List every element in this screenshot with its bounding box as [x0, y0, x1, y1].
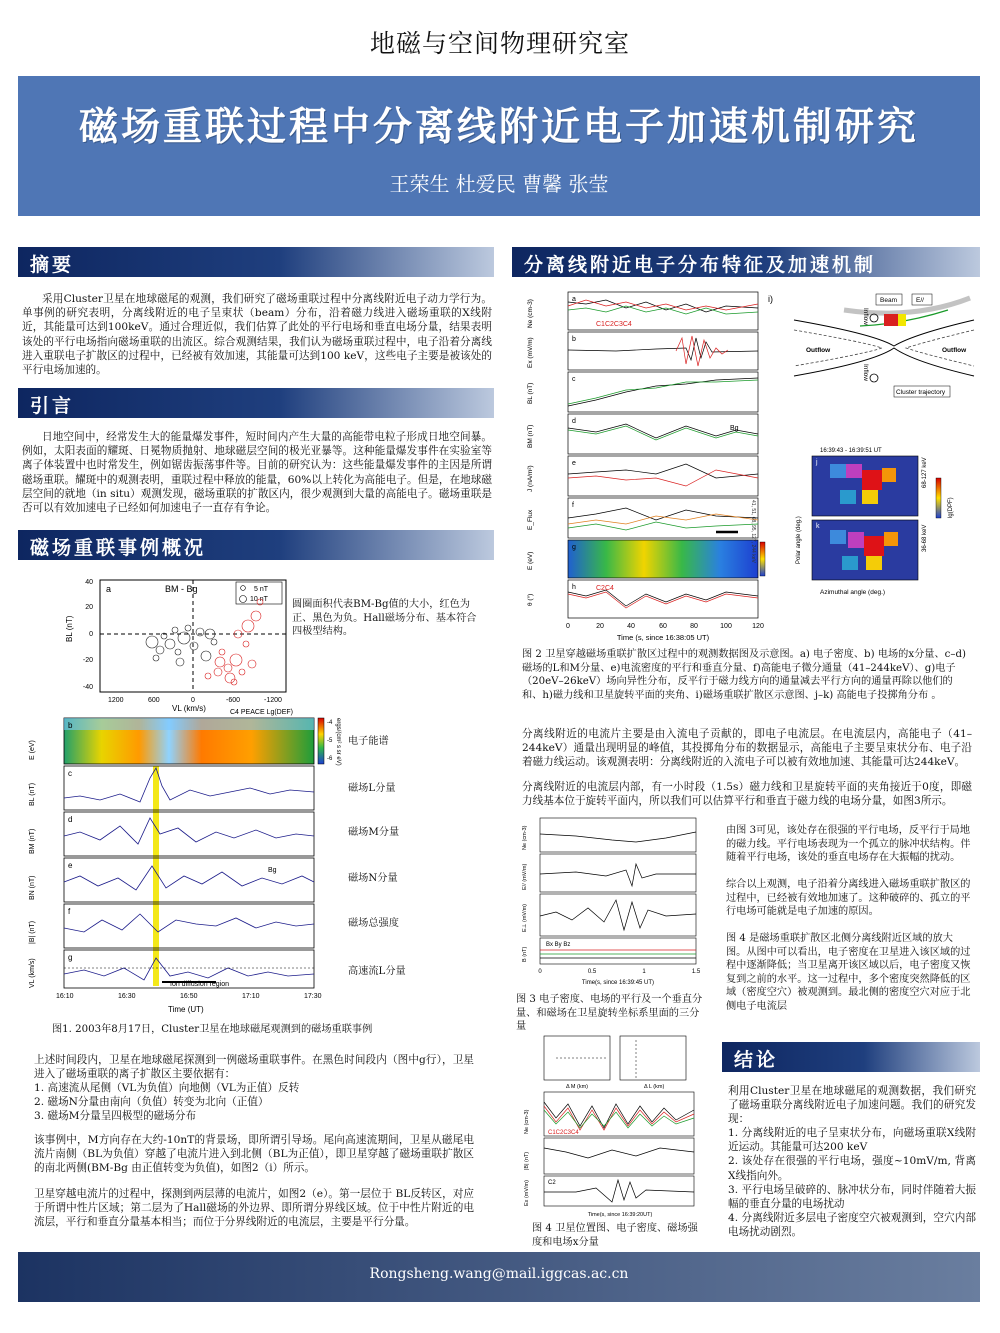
tick-label: 20: [596, 623, 604, 630]
tick-label: -40: [82, 684, 93, 691]
panel-letter: g: [572, 544, 576, 551]
right-para3: 图 4 是磁场重联扩散区北侧分离线附近区域的放大图。从图中可以看出，电子密度在卫星进入该区域的过程中逐渐降低；当卫星离开该区域以后，电子密度又恢复到之前的水平。这一过程中，多个密度突然降低的区域（密度空穴）被观测到。最北侧的密度空穴对应于北侧电子电流层: [726, 933, 971, 1012]
panel-letter: a: [572, 296, 576, 303]
lab-name: 地磁与空间物理研究室: [369, 29, 630, 58]
section-title: 摘要: [30, 254, 75, 276]
tick-label: -1200: [264, 697, 282, 704]
axis-label: BN (nT): [29, 875, 36, 900]
cbar-tick: -5: [327, 738, 333, 744]
legend-entry: 10 nT: [250, 596, 268, 603]
intro-text: 日地空间中，经常发生大的能量爆发事件，短时间内产生大量的高能带电粒子形成日地空间暴。例如，太阳表面的耀斑、日冕物质抛射、地球磁层空间的极光亚暴等。这种能量爆发事件在实验室等离子体装置中也时常发生，例如锯齿振荡事件等。目前的研究认为：这些能量爆发事件的主因是所谓磁场重联。耀斑中的观测表明，重联过程中释放的能量，60%以上转化为高能电子。但是，在地球磁层空间的就地（in situ）观测发现，磁场重联的扩散区内，很少观测到大量的高能电子。磁场重联是否可以有效加速电子已经如何加速电子一直存有争论。: [22, 431, 492, 515]
tick-label: 40: [627, 623, 635, 630]
tick-label: 120: [752, 623, 764, 630]
tick-label: 0.5: [587, 969, 597, 975]
tick-label: 0: [89, 631, 93, 638]
right-para2: 综合以上观测，电子沿着分离线进入磁场重联扩散区的过程中，已经被有效地加速了。这种破碎的、孤立的平行电场可能就是电子加速的原因。: [726, 879, 971, 918]
overview-para2: 该事例中，M方向存在大约-10nT的背景场，即所谓引导场。尾向高速流期间，卫星从磁尾电流片南侧（BL为负值）穿越了电流片进入到北侧（BL为正值），即卫星穿越了磁场重联扩散区的南北两侧(BM-Bg 由正值转变为负值)，如图2（i）所示。: [34, 1134, 474, 1175]
panel-note: Bg: [730, 425, 739, 432]
fig2-diagram: [764, 290, 978, 402]
axis-label: E// (mV/m): [522, 863, 528, 890]
panel-letter: e: [68, 861, 73, 870]
axis-label: Polar angle (deg.): [796, 516, 802, 564]
axis-label: |B| (nT): [29, 920, 36, 944]
diagram-label: Beam: [880, 297, 897, 304]
scatter-title: BM - Bg: [165, 584, 198, 594]
overview-list-item: 3. 磁场M分量呈四极型的磁场分布: [34, 1110, 197, 1123]
fig2-pitch-angle: [790, 444, 980, 600]
pad-energy: 36-68 keV: [922, 524, 928, 552]
panel-letter: j: [816, 459, 818, 466]
right-para1: 由图 3可见，该处存在很强的平行电场，反平行于局地的磁力线。平行电场表现为一个孤立的脉冲状结构。伴随着平行电场，该处的垂直电场存在大振幅的扰动。: [726, 825, 971, 864]
conclusion-item: 2. 该处存在很强的平行电场，强度~10mV/m, 背离X线指向外。: [728, 1155, 976, 1182]
panel-letter: c: [572, 376, 576, 383]
poster-title: 磁场重联过程中分离线附近电子加速机制研究: [78, 104, 919, 150]
fig1-caption: 图1. 2003年8月17日，Cluster卫星在地球磁尾观测到的磁场重联事例: [52, 1024, 373, 1035]
section-header-abstract: [18, 247, 494, 277]
tick-label: 16:50: [180, 993, 198, 1000]
axis-label: Time(s, since 16:39:45 UT): [581, 980, 655, 986]
axis-label: θ (°): [527, 593, 534, 606]
fig2-caption: 图 2 卫星穿越磁场重联扩散区过程中的观测数据图及示意图。a) 电子密度、b) 电场的x分量、c–d)磁场的L和M分量、e)电流密度的平行和垂直分量、f)高能电子微分通量（41–244keV）、g)电子（20eV–26keV）场向异性分布，反平行于磁力线方向的通量减去平行方向的通量再除以他们的和、h)磁力线和卫星旋转平面的夹角、i)磁场重联扩散区示意图、j–k) 高能电子投掷角分布 。: [522, 649, 966, 701]
section-title: 结论: [734, 1049, 779, 1071]
tick-label: 80: [690, 623, 698, 630]
axis-label: E (eV): [29, 740, 36, 760]
axis-label: E⊥ (mV/m): [522, 903, 528, 932]
tick-label: 60: [659, 623, 667, 630]
panel-letter: f: [68, 907, 71, 916]
diagram-label: Inflow: [862, 308, 869, 325]
axis-label: |B| (nT): [524, 1151, 530, 1170]
cbar-label: ergs/(cm² s sr eV): [335, 718, 341, 766]
footer-bar: [18, 1252, 980, 1302]
diagram-label: Inflow: [862, 364, 869, 381]
axis-label: Δ M (km): [566, 1084, 589, 1090]
axis-label: Azimuthal angle (deg.): [820, 589, 886, 596]
axis-label: B (nT): [522, 946, 528, 962]
tick-label: 1.5: [691, 969, 701, 975]
fig1-label-b: 磁场总强度: [348, 918, 399, 929]
axis-label: Time (s, since 16:38:05 UT): [616, 633, 710, 642]
panel-letter: e: [572, 460, 576, 467]
axis-label: Ne (cm-3): [527, 299, 534, 328]
diagram-label: Outflow: [806, 347, 831, 354]
fig4-chart: [516, 1032, 704, 1222]
section-header-overview: [18, 530, 494, 560]
contact-email: Rongsheng.wang@mail.iggcas.ac.cn: [369, 1266, 629, 1282]
panel-letter: b: [68, 721, 73, 730]
distribution-para2: 分离线附近的电流层内部，有一小时段（1.5s）磁力线和卫星旋转平面的夹角接近于0度，即磁力线基本位于旋转平面内，所以我们可以估算平行和垂直于磁力线的电场分量，如图3所示。: [522, 781, 972, 808]
abstract-text: 采用Cluster卫星在地球磁尾的观测，我们研究了磁场重联过程中分离线附近电子动力学行为。单事例的研究表明，分离线附近的电子呈束状（beam）分布，沿着磁力线进入磁场重联的X线附近，其能量可达到100keV。通过合理近似，我们估算了此处的平行电场和垂直电场分量，结果表明该处的平行电场指向磁场重联的出流区。综合观测结果，我们认为磁场重联过程中，电子沿着分离线进入重联电子扩散区的过程中，已经被有效加速，其能量可达到100 keV，这些电子主要是被该处的平行电场加速的。: [22, 293, 492, 377]
pad-time: 16:39:43 - 16:39:51 UT: [820, 448, 882, 454]
panel-note: Ion diffusion region: [170, 981, 230, 988]
section-header-conclusion: [722, 1042, 980, 1072]
panel-letter: b: [572, 336, 576, 343]
axis-label: BM (nT): [527, 424, 534, 448]
panel-letter: c: [68, 769, 72, 778]
authors: 王荣生 杜爱民 曹馨 张莹: [389, 172, 609, 196]
tick-label: 100: [720, 623, 732, 630]
diagram-label: E//: [916, 297, 924, 304]
axis-label: E_Flux: [527, 509, 534, 530]
fig1-label-bn: 磁场N分量: [348, 873, 398, 884]
axis-label: Ex (mV/m): [524, 1180, 530, 1206]
fig1-label-vl: 高速流L分量: [348, 966, 406, 977]
pad-cbar-label: lg(DPF): [948, 497, 954, 518]
tick-label: 0: [191, 697, 195, 704]
overview-list-item: 1. 高速流从尾侧（VL为负值）向地侧（VL为正值）反转: [34, 1082, 300, 1094]
overview-list-item: 2. 磁场N分量由南向（负值）转变为北向（正值）: [34, 1096, 269, 1109]
panel-note: C2C4: [596, 585, 614, 592]
tick-label: 1: [642, 969, 646, 975]
fig1-label-bl: 磁场L分量: [348, 783, 396, 794]
fig1-timeseries: [20, 706, 340, 1018]
fig1-label-bm: 磁场M分量: [348, 827, 400, 838]
fig1-header: C4 PEACE Lg(DEF): [230, 709, 294, 716]
axis-label: BL (nT): [65, 615, 74, 642]
conclusion-item: 1. 分离线附近的电子呈束状分布，向磁场重联X线附近运动。其能量可达200 keV: [728, 1127, 976, 1154]
section-title: 分离线附近电子分布特征及加速机制: [524, 254, 877, 276]
fig4-c2: C2: [548, 1180, 556, 1186]
axis-label: VL (km/s): [172, 704, 206, 713]
tick-label: 0: [538, 969, 542, 975]
conclusion-item: 4. 分离线附近多层电子密度空穴被观测到，空穴内部电场扰动剧烈。: [728, 1212, 976, 1239]
axis-label: Ne (cm-3): [524, 1109, 530, 1134]
axis-label: BL (nT): [527, 382, 534, 404]
axis-label: Time (UT): [168, 1005, 204, 1014]
cbar-tick: -4: [327, 720, 333, 726]
tick-label: 1200: [108, 697, 124, 704]
axis-label: E (eV): [527, 551, 534, 570]
legend-entry: 5 nT: [254, 586, 269, 593]
panel-letter: d: [572, 418, 576, 425]
tick-label: 16:10: [56, 993, 74, 1000]
title-banner: [18, 76, 980, 216]
fig4-caption: 图 4 卫星位置图、电子密度、磁场强度和电场x分量: [532, 1223, 698, 1248]
overview-list: [34, 1081, 474, 1124]
pad-energy: 68-127 keV: [922, 457, 928, 488]
panel-letter: h: [572, 584, 576, 591]
cbar-tick: -6: [327, 756, 333, 762]
axis-label: Time(s, since 16:39:20UT): [587, 1212, 653, 1218]
fig2-timeseries: [516, 288, 778, 644]
panel-note: Bg: [268, 867, 277, 874]
tick-label: -600: [226, 697, 241, 704]
fig1-note: 圆圈面积代表BM-Bg值的大小，红色为正、黑色为负。Hall磁场分布、基本符合四极型结构。: [292, 599, 477, 638]
section-title: 磁场重联事例概况: [30, 537, 207, 559]
panel-letter: d: [68, 815, 73, 824]
fig3-legend: Bx By Bz: [546, 942, 571, 948]
fig3-caption: 图 3 电子密度、电场的平行及一个垂直分量、和磁场在卫星旋转坐标系里面的三分量: [516, 994, 703, 1032]
axis-label: J (nA/m²): [527, 465, 534, 492]
panel-letter: a: [106, 584, 112, 594]
tick-label: -20: [82, 657, 93, 664]
panel-note: 41, 51, 68, 95, 127, 244 keV: [750, 500, 756, 563]
diagram-label: Cluster trajectory: [896, 389, 946, 396]
fig1-label-spectrum: 电子能谱: [348, 736, 389, 747]
axis-label: BL (nT): [29, 782, 36, 806]
tick-label: 17:10: [242, 993, 260, 1000]
conclusion-list: [728, 1126, 976, 1240]
axis-label: BM (nT): [29, 828, 36, 854]
axis-label: Ex (mV/m): [527, 337, 534, 368]
fig4-legend: C1C2C3C4: [548, 1130, 579, 1136]
overview-para1: 上述时间段内，卫星在地球磁尾探测到一例磁场重联事件。在黑色时间段内（图中g行），卫星进入了磁场重联的离子扩散区主要依据有：: [34, 1054, 474, 1081]
fig3-chart: [516, 812, 702, 988]
tick-label: 0: [566, 623, 570, 630]
axis-label: Ne (cm-3): [522, 825, 528, 850]
diagram-label: Outflow: [942, 347, 967, 354]
section-header-distribution: [512, 247, 980, 277]
distribution-para1: 分离线附近的电流片主要是由入流电子贡献的，即电子电流层。在电流层内，高能电子（41–244keV）通量出现明显的峰值，其投掷角分布的数据显示，高能电子主要呈束状分布、电子沿着磁力线运动。该观测表明：分离线附近的入流电子可以被有效地加速、其能量可达244keV。: [522, 728, 972, 769]
section-title: 引言: [30, 395, 75, 417]
panel-letter: f: [572, 502, 574, 509]
diagram-label: i): [768, 294, 773, 304]
tick-label: 20: [85, 604, 93, 611]
panel-letter: g: [68, 953, 73, 962]
fig1-scatter: [60, 572, 292, 712]
conclusion-item: 3. 平行电场呈破碎的、脉冲状分布，同时伴随着大振幅的垂直分量的电场扰动: [728, 1183, 976, 1211]
tick-label: 600: [148, 697, 160, 704]
panel-letter: k: [816, 523, 820, 530]
tick-label: 17:30: [304, 993, 322, 1000]
panel-note: C1C2C3C4: [596, 321, 632, 328]
section-header-intro: [18, 388, 494, 418]
tick-label: 40: [85, 579, 93, 586]
tick-label: 16:30: [118, 993, 136, 1000]
axis-label: VL (km/s): [29, 958, 36, 988]
overview-para3: 卫星穿越电流片的过程中，探测到两层薄的电流片，如图2（e）。第一层位于 BL反转区，对应于所谓中性片区域；第二层为了Hall磁场的外边界、即所谓分界线区域。位于中性片附近的电流层，平行和垂直分量基本相当；而位于分界线附近的电流层，主要是平行分量。: [34, 1188, 474, 1229]
axis-label: Δ L (km): [644, 1084, 665, 1090]
conclusion-intro: 利用Cluster卫星在地球磁尾的观测数据，我们研究了磁场重联分离线附近电子加速问题。我们的研究发现：: [728, 1085, 976, 1126]
